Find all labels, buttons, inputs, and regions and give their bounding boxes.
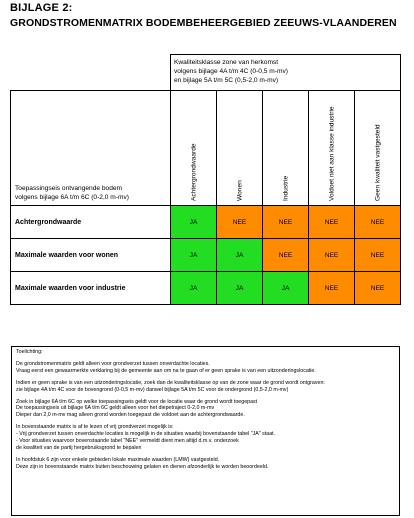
note-line: Dieper dan 2,0 m-mv mag alleen grond worden toegepast die voldoet aan de achtergrondwaarde. bbox=[16, 412, 245, 419]
matrix-cell: JA bbox=[217, 239, 263, 272]
soil-flow-matrix bbox=[10, 54, 401, 305]
matrix-cell: NEE bbox=[309, 272, 355, 305]
application-header: Toepassingseis ontvangende bodem volgens bijlage 6A t/m 6C (0-2,0 m-mv) bbox=[11, 91, 171, 206]
note-line: zie bijlage 4A t/m 4C voor de bovengrond (0-0,5 m-mv) danwel bijlage 5A t/m 5C voor de ondergrond (0,5-2,0 m-mv) bbox=[16, 386, 289, 393]
matrix-cell: JA bbox=[171, 239, 217, 272]
note-line: Deze zijn in bovenstaande matrix buiten beschouwing gelaten en dienen afzonderlijk te worden beoordeeld. bbox=[16, 463, 269, 470]
column-header: Achtergrondwaarde bbox=[171, 91, 217, 206]
note-line: In bovenstaande matrix is af te lezen of vrij grondverzet mogelijk is: bbox=[16, 424, 174, 431]
row-label: Maximale waarden voor industrie bbox=[11, 272, 171, 305]
matrix-cell: NEE bbox=[355, 206, 401, 239]
table-row bbox=[11, 272, 401, 305]
column-header: Voldoet niet aan klasse industrie bbox=[309, 91, 355, 206]
note-line: Vraag eerst een gewaarmerkte verklaring bij de gemeente aan om na te gaan of er geen sprake is van een uitzonderingslocatie. bbox=[16, 367, 316, 374]
column-header: Wonen bbox=[217, 91, 263, 206]
note-line: - Vrij grondverzet tussen onverdachte locaties is mogelijk in de situaties waarbij bovenstaande tabel "JA" staat. bbox=[16, 431, 276, 438]
note-line: De grondstromenmatrix geldt alleen voor grondverzet tussen onverdachte locaties. bbox=[16, 360, 210, 367]
note-line: de kwaliteit van de partij hergebruiksgrond te bepalen bbox=[16, 444, 142, 451]
annex-label: BIJLAGE 2: bbox=[10, 2, 73, 14]
note-line: Indien er geen sprake is van een uitzonderingslocatie, zoek dan de kwaliteitsklasse op van de zone waar de grond wordt ontgraven: bbox=[16, 379, 325, 386]
note-line: Zoek in bijlage 6A t/m 6C op welke toepassingseis geldt voor de locatie waar de grond wordt toegepast bbox=[16, 398, 258, 405]
matrix-cell: NEE bbox=[355, 272, 401, 305]
page-title: GRONDSTROMENMATRIX BODEMBEHEERGEBIED ZEEUWS-VLAANDEREN bbox=[10, 17, 397, 29]
table-row bbox=[11, 206, 401, 239]
explanation-box bbox=[11, 346, 400, 516]
matrix-cell: NEE bbox=[309, 206, 355, 239]
column-header: Industrie bbox=[263, 91, 309, 206]
row-label: Maximale waarden voor wonen bbox=[11, 239, 171, 272]
matrix-cell: NEE bbox=[217, 206, 263, 239]
note-line: - Voor situaties waarvoor bovenstaande tabel "NEE" vermeldt dient men altijd d.m.v. onderzoek bbox=[16, 438, 239, 445]
note-line: In hoofdstuk 6 zijn voor enkele gebieden lokale maximale waarden (LMW) vastgesteld. bbox=[16, 456, 220, 463]
table-row bbox=[11, 239, 401, 272]
matrix-cell: NEE bbox=[263, 206, 309, 239]
note-heading: Toelichting: bbox=[16, 349, 43, 355]
matrix-cell: JA bbox=[171, 272, 217, 305]
note-line: De toepassingseis uit bijlage 6A t/m 6C geldt alleen voor het diepetraject 0-2,0 m-mv bbox=[16, 405, 215, 412]
row-label: Achtergrondwaarde bbox=[11, 206, 171, 239]
empty-corner bbox=[11, 55, 171, 91]
column-header: Geen kwaliteit vastgesteld bbox=[355, 91, 401, 206]
source-header: Kwaliteitsklasse zone van herkomst volgens bijlage 4A t/m 4C (0-0,5 m-mv) en bijlage 5A t/m 5C (0,5-2,0 m-mv) bbox=[171, 55, 401, 91]
matrix-cell: NEE bbox=[263, 239, 309, 272]
matrix-cell: JA bbox=[263, 272, 309, 305]
matrix-cell: JA bbox=[171, 206, 217, 239]
matrix-cell: NEE bbox=[355, 239, 401, 272]
matrix-cell: NEE bbox=[309, 239, 355, 272]
matrix-cell: JA bbox=[217, 272, 263, 305]
